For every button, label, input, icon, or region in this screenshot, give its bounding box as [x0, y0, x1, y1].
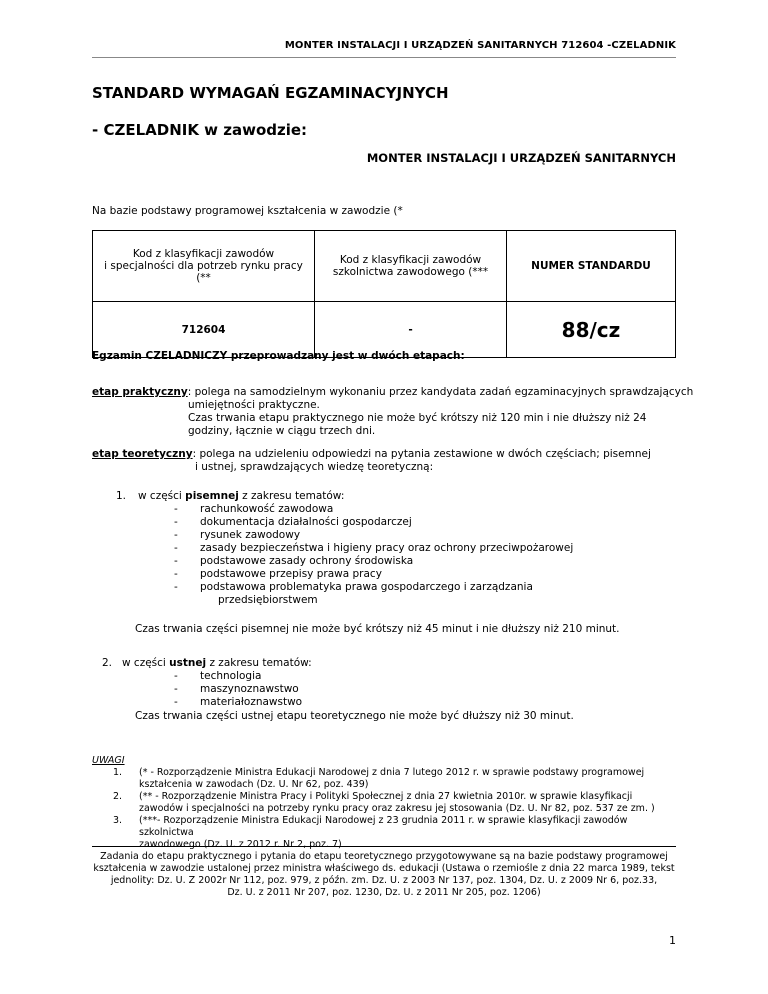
footnote: Zadania do etapu praktycznego i pytania do etapu teoretycznego przygotowywane są na bazie podstawy programowej kształcenia w zawodzie ustalonej przez ministra właściwego ds. edukacji (Ustawa o rzemiośle z dnia 22 marca 1989, tekst jednolity: Dz. U. Z 2002r Nr 112, poz. 979, z późn. zm. Dz. U. z 2003 Nr 137, poz. 1304, Dz. U. z 2009 Nr 6, poz.33, Dz. U. z 2011 Nr 207, poz. 1230, Dz. U. z 2011 Nr 205, poz. 1206) — [93, 851, 675, 898]
theoretical-stage-label: etap teoretyczny — [92, 448, 193, 460]
list-item: - podstawowe przepisy prawa pracy — [174, 568, 382, 580]
remark-item: 3. (***- Rozporządzenie Ministra Edukacji Narodowej z 23 grudnia 2011 r. w sprawie klasyfikacji zawodów szkolnictwa zawodowego (Dz. U. z 2012 r. Nr 2, poz. 7) — [113, 815, 628, 850]
value-school-code: - — [315, 302, 507, 358]
list-item: - materiałoznawstwo — [174, 696, 303, 708]
written-duration: Czas trwania części pisemnej nie może być krótszy niż 45 minut i nie dłuższy niż 210 minut. — [135, 623, 620, 635]
list-number: 2. — [102, 657, 113, 669]
written-part — [92, 490, 682, 607]
remarks-heading: UWAGI — [92, 755, 125, 766]
header-cell-school-code: Kod z klasyfikacji zawodów szkolnictwa zawodowego (*** — [315, 231, 507, 302]
written-topics — [92, 503, 682, 607]
theoretical-stage: etap teoretyczny: polega na udzieleniu odpowiedzi na pytania zestawione w dwóch częściach; pisemnej i ustnej, sprawdzających wiedzę teoretyczną: — [92, 448, 651, 473]
table-header-row — [93, 231, 676, 302]
list-item: - technologia — [174, 670, 262, 682]
running-header: MONTER INSTALACJI I URZĄDZEŃ SANITARNYCH 712604 -CZELADNIK — [284, 40, 676, 51]
list-item: - podstawowa problematyka prawa gospodarczego i zarządzania — [174, 581, 533, 593]
document-subtitle: - CZELADNIK w zawodzie: — [92, 121, 308, 139]
list-item-continuation: przedsiębiorstwem — [218, 594, 318, 606]
list-item: - podstawowe zasady ochrony środowiska — [174, 555, 414, 567]
list-item: - rysunek zawodowy — [174, 529, 301, 541]
practical-stage-label: etap praktyczny — [92, 386, 188, 398]
value-standard-number: 88/cz — [507, 302, 676, 358]
remarks-list — [92, 767, 676, 851]
list-item: - rachunkowość zawodowa — [174, 503, 334, 515]
written-intro: w części pisemnej z zakresu tematów: — [138, 490, 345, 502]
list-item: - zasady bezpieczeństwa i higieny pracy oraz ochrony przeciwpożarowej — [174, 542, 574, 554]
header-rule — [92, 57, 676, 58]
footnote-rule — [92, 846, 676, 847]
remark-item: 1. (* - Rozporządzenie Ministra Edukacji Narodowej z dnia 7 lutego 2012 r. w sprawie podstawy programowej kształcenia w zawodach (Dz. U. Nr 62, poz. 439) — [113, 767, 645, 790]
oral-intro: w części ustnej z zakresu tematów: — [122, 657, 312, 669]
list-number: 1. — [116, 490, 127, 502]
header-cell-standard-number: NUMER STANDARDU — [507, 231, 676, 302]
remark-item: 2. (** - Rozporządzenie Ministra Pracy i Polityki Społecznej z dnia 27 kwietnia 2010r. w sprawie klasyfikacji zawodów i specjalności na potrzeby rynku pracy oraz zakresu jej stosowania (Dz. U. Nr 82, poz. 537 ze zm. ) — [113, 791, 655, 814]
page-number: 1 — [669, 934, 676, 947]
list-item: - dokumentacja działalności gospodarczej — [174, 516, 412, 528]
basis-statement: Na bazie podstawy programowej kształcenia w zawodzie (* — [92, 205, 403, 217]
oral-topics — [92, 670, 682, 709]
header-cell-labour-code: Kod z klasyfikacji zawodów i specjalności dla potrzeb rynku pracy (** — [93, 231, 315, 302]
practical-stage: etap praktyczny: polega na samodzielnym wykonaniu przez kandydata zadań egzaminacyjnych sprawdzających umiejętności praktyczne. Czas trwania etapu praktycznego nie może być krótszy niż 120 min i nie dłuższy niż 24 godziny, łącznie w ciągu trzech dni. — [92, 386, 694, 437]
value-labour-code: 712604 — [93, 302, 315, 358]
exam-heading: Egzamin CZELADNICZY przeprowadzany jest w dwóch etapach: — [92, 350, 465, 362]
document-title: STANDARD WYMAGAŃ EGZAMINACYJNYCH — [92, 84, 449, 102]
oral-duration: Czas trwania części ustnej etapu teoretycznego nie może być dłuższy niż 30 minut. — [135, 710, 574, 722]
oral-part — [92, 657, 682, 709]
list-item: - maszynoznawstwo — [174, 683, 299, 695]
profession-name: MONTER INSTALACJI I URZĄDZEŃ SANITARNYCH — [366, 151, 676, 165]
codes-table — [92, 230, 676, 358]
